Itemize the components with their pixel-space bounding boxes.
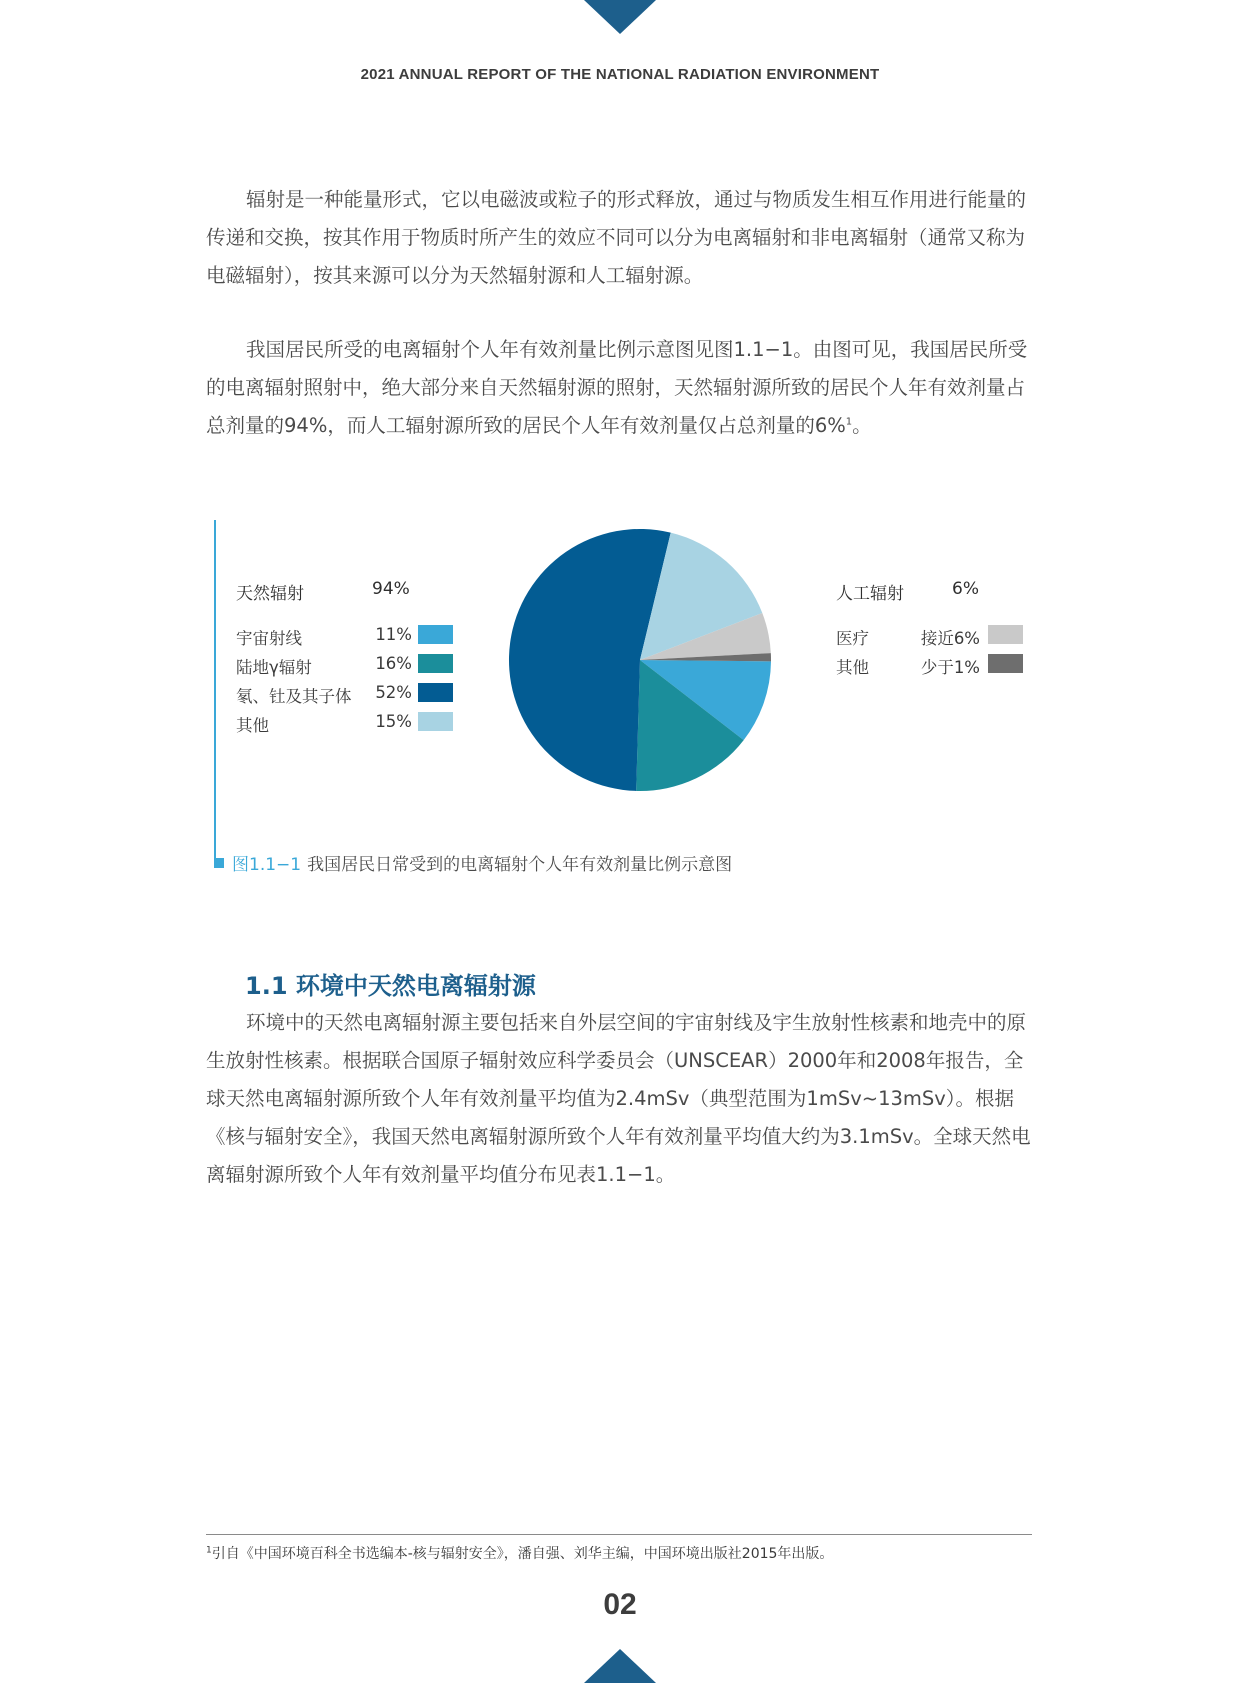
- legend-artificial-heading: 人工辐射: [836, 584, 904, 604]
- legend-item-label: 医疗: [836, 629, 869, 648]
- legend-swatch-natural-other: [418, 712, 453, 731]
- legend-artificial-total: 6%: [952, 579, 979, 599]
- legend-item-value: 11%: [375, 625, 412, 644]
- legend-item-label: 宇宙射线: [236, 629, 302, 648]
- legend-item-label: 其他: [236, 716, 269, 735]
- legend-item-value: 52%: [375, 683, 412, 702]
- legend-swatch-cosmic: [418, 625, 453, 644]
- pie-chart: [500, 520, 780, 800]
- paragraph-radiation-intro: 辐射是一种能量形式，它以电磁波或粒子的形式释放，通过与物质发生相互作用进行能量的传递和交换，按其作用于物质时所产生的效应不同可以分为电离辐射和非电离辐射（通常又称为电磁辐射），按其来源可以分为天然辐射源和人工辐射源。: [206, 188, 1027, 287]
- footnote-text: 引自《中国环境百科全书选编本-核与辐射安全》，潘自强、刘华主编，中国环境出版社2015年出版。: [211, 1546, 834, 1562]
- footnote: [206, 1543, 833, 1563]
- legend-item-label: 陆地γ辐射: [236, 658, 312, 677]
- legend-item-label: 氡、钍及其子体: [236, 687, 352, 706]
- caption-marker-icon: [214, 858, 224, 868]
- legend-swatch-artificial-other: [988, 654, 1023, 673]
- paragraph-natural-sources: 环境中的天然电离辐射源主要包括来自外层空间的宇宙射线及宇生放射性核素和地壳中的原生放射性核素。根据联合国原子辐射效应科学委员会（UNSCEAR）2000年和2008年报告，全球天然电离辐射源所致个人年有效剂量平均值为2.4mSv（典型范围为1mSv~13mSv）。根据《核与辐射安全》，我国天然电离辐射源所致个人年有效剂量平均值大约为3.1mSv。全球天然电离辐射源所致个人年有效剂量平均值分布见表1.1−1。: [206, 1011, 1031, 1186]
- paragraph-dose-ratio-text: 我国居民所受的电离辐射个人年有效剂量比例示意图见图1.1−1。由图可见，我国居民所受的电离辐射照射中，绝大部分来自天然辐射源的照射，天然辐射源所致的居民个人年有效剂量占总剂量的94%，而人工辐射源所致的居民个人年有效剂量仅占总剂量的6%: [206, 338, 1028, 437]
- footnote-reference[interactable]: 1: [845, 416, 853, 428]
- legend-item-value: 16%: [375, 654, 412, 673]
- legend-natural-total: 94%: [372, 579, 410, 599]
- figure-caption-text: 我国居民日常受到的电离辐射个人年有效剂量比例示意图: [307, 855, 733, 875]
- legend-item-label: 其他: [836, 658, 869, 677]
- legend-natural-heading: 天然辐射: [236, 584, 304, 604]
- figure-caption-number: 图1.1−1: [232, 855, 302, 875]
- legend-item-value: 15%: [375, 712, 412, 731]
- bottom-triangle-decoration: [584, 1649, 656, 1683]
- paragraph-dose-ratio-end: 。: [852, 414, 872, 437]
- section-heading: 1.1 环境中天然电离辐射源: [245, 972, 536, 1000]
- page-number: 02: [603, 1588, 637, 1621]
- figure-accent-bar: [214, 520, 216, 858]
- legend-swatch-radon: [418, 683, 453, 702]
- footnote-mark: 1: [206, 1545, 212, 1556]
- legend-item-value: 接近6%: [920, 629, 980, 648]
- legend-swatch-medical: [988, 625, 1023, 644]
- paragraph-dose-ratio: [206, 331, 1032, 445]
- figure-caption: [214, 850, 732, 875]
- top-triangle-decoration: [584, 0, 656, 34]
- running-header: 2021 ANNUAL REPORT OF THE NATIONAL RADIATION ENVIRONMENT: [360, 66, 880, 83]
- legend-item-value: 少于1%: [920, 658, 980, 677]
- footnote-divider: [206, 1534, 1032, 1535]
- legend-swatch-terrestrial: [418, 654, 453, 673]
